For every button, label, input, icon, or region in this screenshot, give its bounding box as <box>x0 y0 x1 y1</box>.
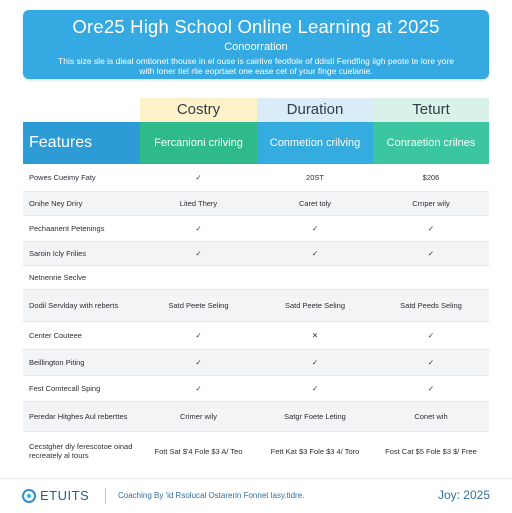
row-feature: Pechaanent Petenings <box>29 224 105 233</box>
subheader-duration: Conmetion crilving <box>257 122 373 164</box>
features-header: Features <box>23 122 140 164</box>
check-icon: ✓ <box>195 224 202 233</box>
subheader-teturt: Conraetion crilnes <box>373 122 489 164</box>
check-icon: ✓ <box>427 331 435 340</box>
footer-date: Joy: 2025 <box>437 488 490 502</box>
check-icon: ✓ <box>195 249 202 258</box>
table-row <box>23 290 489 322</box>
cell-value: Lited Thery <box>179 199 218 208</box>
cell-value <box>140 266 257 289</box>
table-body <box>23 164 489 470</box>
cell-value: Satd Peete Seling <box>284 301 346 310</box>
cell-value: Satgr Foete Leting <box>284 412 346 421</box>
column-header-duration: Duration <box>257 98 373 122</box>
footer <box>0 478 512 513</box>
cell-value: $206 <box>422 173 440 182</box>
column-header-costry: Costry <box>140 98 257 122</box>
check-icon: ✓ <box>195 331 202 340</box>
cell-value: Caret toly <box>298 199 332 208</box>
column-header-teturt: Teturt <box>373 98 489 122</box>
page-subtitle: Conoorration <box>224 41 288 53</box>
table-header-row <box>23 122 489 164</box>
row-feature: Dodil Servlday with reberts <box>29 301 119 310</box>
check-icon: ✓ <box>311 249 319 258</box>
check-icon: ✓ <box>427 384 435 393</box>
table-row <box>23 242 489 266</box>
footer-divider <box>105 488 106 504</box>
check-icon: ✓ <box>427 249 435 258</box>
cell-value <box>373 266 489 289</box>
table-row <box>23 350 489 376</box>
table-row <box>23 216 489 242</box>
cell-value: Conet wih <box>414 412 448 421</box>
row-feature: Beillington Piting <box>29 358 85 367</box>
check-icon: ✓ <box>311 358 319 367</box>
footer-text: Coaching By 'id Rsolucal Ostarerin Fonnet lasy.tidre. <box>118 491 305 500</box>
column-headers <box>23 98 489 122</box>
table-row <box>23 402 489 432</box>
check-icon: ✓ <box>427 358 435 367</box>
table-row <box>23 376 489 402</box>
table-row <box>23 192 489 216</box>
page-description: This size sle is dieal omtionet thouse in el ouse is cairlive feotfole of ddisti Fendfing iigh peote te lore yore with loner tiel rlie eoprtaet one ease cet of your finge cuelanie. <box>58 56 454 76</box>
cell-value: Fost Cat $5 Fole $3 $/ Free <box>385 446 477 456</box>
logo-text: ETUITS <box>40 488 90 503</box>
table-row <box>23 164 489 192</box>
row-feature: Powes Cueimy Faty <box>29 173 96 182</box>
row-feature: Netnenrie Seclve <box>29 273 87 282</box>
table-row <box>23 432 489 470</box>
cell-value <box>257 266 373 289</box>
table-row <box>23 266 489 290</box>
check-icon: ✓ <box>195 384 202 393</box>
row-feature: Center Couteee <box>29 331 82 340</box>
cell-value: 20ST <box>306 173 324 182</box>
row-feature: Peredar Hitghes Aul reberttes <box>29 412 128 421</box>
check-icon: ✓ <box>195 173 202 182</box>
check-icon: ✓ <box>311 384 319 393</box>
comparison-table <box>23 98 489 470</box>
row-feature: Onihe Ney Driry <box>29 199 83 208</box>
cell-value: Satd Peeds Seling <box>400 301 462 310</box>
cell-value: Fett Kat $3 Fole $3 4/ Toro <box>270 446 360 456</box>
cell-value: Crimer wily <box>179 412 218 421</box>
cell-value: Crnper wily <box>412 199 450 208</box>
cell-value: Satd Peete Seling <box>168 301 229 310</box>
cross-icon: ✕ <box>311 331 319 340</box>
logo-icon <box>22 489 36 503</box>
check-icon: ✓ <box>311 224 319 233</box>
check-icon: ✓ <box>427 224 435 233</box>
title-banner <box>23 10 489 79</box>
check-icon: ✓ <box>195 358 202 367</box>
table-row <box>23 322 489 350</box>
row-feature: Cecstgher dly ferescotoe oinad recreately al tours <box>29 442 133 460</box>
subheader-costry: Fercanioni crilving <box>140 122 257 164</box>
row-feature: Fest Comtecall Sping <box>29 384 101 393</box>
cell-value: Fott Sat $'4 Fole $3 A/ Teo <box>154 446 243 456</box>
row-feature: Saroin Icly Frilies <box>29 249 87 258</box>
page-title: Ore25 High School Online Learning at 2025 <box>72 16 440 37</box>
